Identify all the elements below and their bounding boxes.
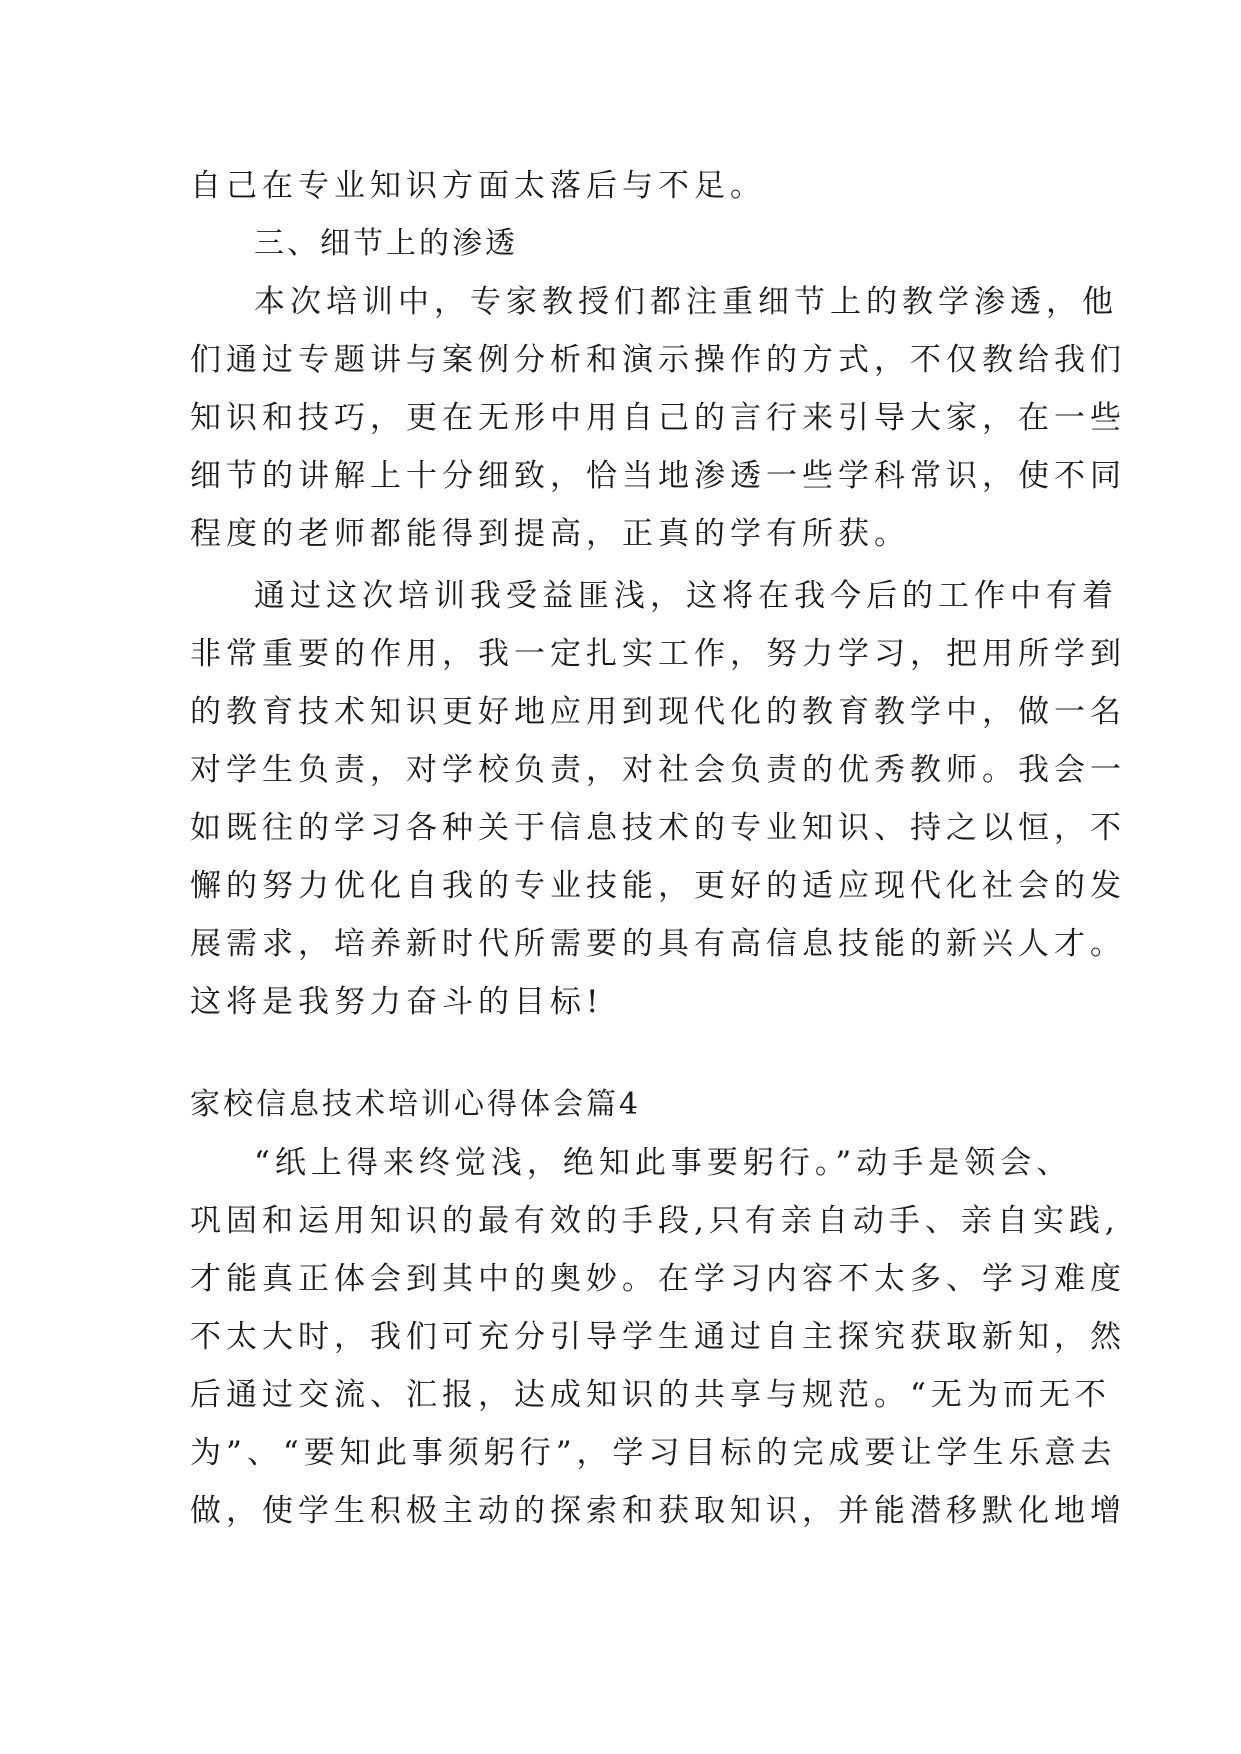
paragraph-line: “纸上得来终觉浅，绝知此事要躬行。”动手是领会、	[254, 1145, 1073, 1181]
section-detail-infiltration	[190, 157, 1126, 563]
section-article-4	[190, 1076, 1126, 1540]
paragraph-line: 懈的努力优化自我的专业技能，更好的适应现代化社会的发	[190, 868, 1126, 904]
section-conclusion	[190, 567, 1126, 1031]
paragraph-line: 知识和技巧，更在无形中用自己的言行来引导大家，在一些	[190, 400, 1126, 436]
paragraph-line: 展需求，培养新时代所需要的具有高信息技能的新兴人才。	[190, 926, 1126, 962]
paragraph-line: 后通过交流、汇报，达成知识的共享与规范。“无为而无不	[190, 1377, 1111, 1413]
article-title: 家校信息技术培训心得体会篇4	[190, 1087, 642, 1122]
paragraph-line: 巩固和运用知识的最有效的手段,只有亲自动手、亲自实践,	[190, 1203, 1120, 1239]
paragraph-line: 本次培训中，专家教授们都注重细节上的教学渗透，他	[254, 284, 1118, 320]
paragraph-line: 为”、“要知此事须躬行”，学习目标的完成要让学生乐意去	[190, 1435, 1117, 1471]
paragraph-line: 如既往的学习各种关于信息技术的专业知识、持之以恒，不	[190, 810, 1126, 846]
paragraph-line: 的教育技术知识更好地应用到现代化的教育教学中，做一名	[190, 694, 1126, 730]
paragraph-line: 才能真正体会到其中的奥妙。在学习内容不太多、学习难度	[190, 1261, 1126, 1297]
paragraph-line: 做，使学生积极主动的探索和获取知识，并能潜移默化地增	[190, 1493, 1126, 1529]
paragraph-line: 们通过专题讲与案例分析和演示操作的方式，不仅教给我们	[190, 342, 1126, 378]
paragraph-closing-line: 自己在专业知识方面太落后与不足。	[190, 168, 766, 204]
paragraph-line: 细节的讲解上十分细致，恰当地渗透一些学科常识，使不同	[190, 458, 1126, 494]
paragraph-line: 通过这次培训我受益匪浅，这将在我今后的工作中有着	[254, 578, 1118, 614]
paragraph-line: 对学生负责，对学校负责，对社会负责的优秀教师。我会一	[190, 752, 1126, 788]
paragraph-line: 这将是我努力奋斗的目标!	[190, 984, 604, 1020]
paragraph-line: 非常重要的作用，我一定扎实工作，努力学习，把用所学到	[190, 636, 1126, 672]
section-subheading: 三、细节上的渗透	[254, 226, 518, 261]
paragraph-line: 程度的老师都能得到提高，正真的学有所获。	[190, 516, 910, 552]
paragraph-line: 不太大时，我们可充分引导学生通过自主探究获取新知，然	[190, 1319, 1126, 1355]
